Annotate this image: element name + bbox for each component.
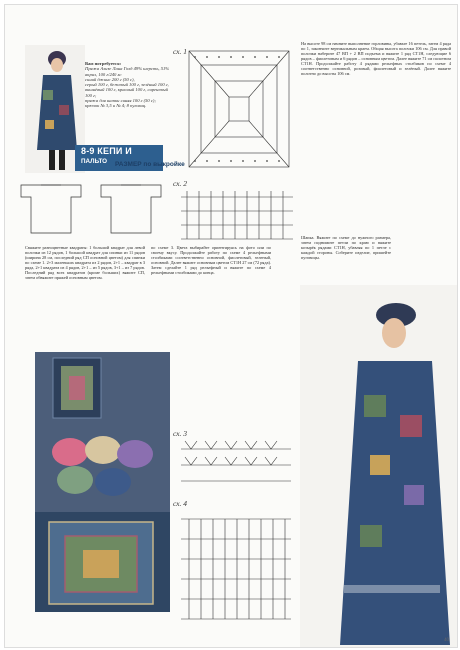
page-number: 40 (444, 638, 449, 643)
materials-heading: Вам потребуется: (85, 61, 122, 66)
instructions-column-1: Свяжите разноцветные квадраты: 1 большой квадрат для левой полочки из 12 рядов, 1 большой квадрат для спинки из 11 рядов (ширина 28 см, последний ряд СП основной цветом) для спинки по схеме 1. 2+3 маленьких квадрата из 2 рядов, 2+1 – квадрат в 3 ряда, 2+1 квадрата из 4 рядов, 2+1 – из 5 рядов, 3+1 – из 7 рядов. Последний ряд всех квадратов (кроме больших) вяжите СП, затем обвяжите пряжей основным цветом. (25, 245, 145, 280)
instructions-column-2: по схеме 3. Цвета выбирайте ориентируясь на фото или по своему вкусу. Продолжайте работу по схеме 4 рельефными столбиками соответственно основной, фиолетовый, зеленый, основной. Далее вяжите основным цветом СТ1Н 27 см (72 ряда). Затем сделайте 1 ряд рельефный и вяжите по схеме 4 рельефными столбиками до конца. (151, 245, 271, 275)
materials-line: Пряжа Ализе Лана Голд 49% шерсть, 51% акрил, 100 г/240 м: (85, 66, 170, 77)
materials-line: крючок № 3,5 и № 4; 8 пуговиц. (85, 103, 147, 109)
schema-1-diagram (183, 45, 295, 173)
materials-line: вишнёвый 100 г, красный 100 г, сиреневый 100 г; (85, 87, 168, 98)
materials-line: серый 100 г, бежевый 100 г, зелёный 100 г, (85, 82, 169, 88)
schema-2-label: сх. 2 (173, 179, 188, 188)
schema-2-diagram (177, 187, 297, 243)
instructions-tail: Шапка. Вяжите по схеме до нужного размера, затем поднимите петли по краю и вяжите козырёк рядами СТ1Н, убавляя по 1 петле с каждой стороны. Соберите изделие, пришейте пуговицы. (301, 235, 391, 260)
schema-3-label: сх. 3 (173, 429, 188, 438)
size-label: РАЗМЕР по выкройке (115, 161, 185, 168)
schema-4-label: сх. 4 (173, 499, 188, 508)
materials-block (85, 61, 175, 109)
banner-title: 8-9 КЕПИ И (81, 146, 132, 156)
materials-line: синий джинс 200 г (50 с), (85, 76, 135, 82)
banner-subtitle: ПАЛЬТО (81, 158, 108, 165)
materials-line: пряжа для шапки синяя 100 г (50 с); (85, 98, 156, 104)
model-photo-large (300, 285, 458, 648)
instructions-column-3: На высоте 98 см начните выполнение горловины, убавьте 16 петель, затем 4 ряда по 1, закончите вертикальным краем. Общая высота полочки 106 см. Для правой полочки наберите 47 ВП + 2 ВП подъема и вяжите 1 ряд СТ1Н, следующие 6 рядов – фиолетовым и 6 рядов – основным цветом. Далее вяжите 71 см полотном СТ1Н. Продолжайте работу 4 рядами рельефных столбиков по схеме 4 соответственно основной, розовый, фиолетовый и зелёный. Далее вяжите полотно до высоты 106 см. (301, 41, 451, 76)
magazine-page (4, 4, 458, 648)
garment-pattern-diagram (11, 177, 173, 237)
schema-3-diagram (177, 437, 295, 485)
yarn-swatch-photo (35, 352, 170, 612)
schema-1-label: сх. 1 (173, 47, 188, 56)
schema-4-diagram (177, 509, 295, 629)
